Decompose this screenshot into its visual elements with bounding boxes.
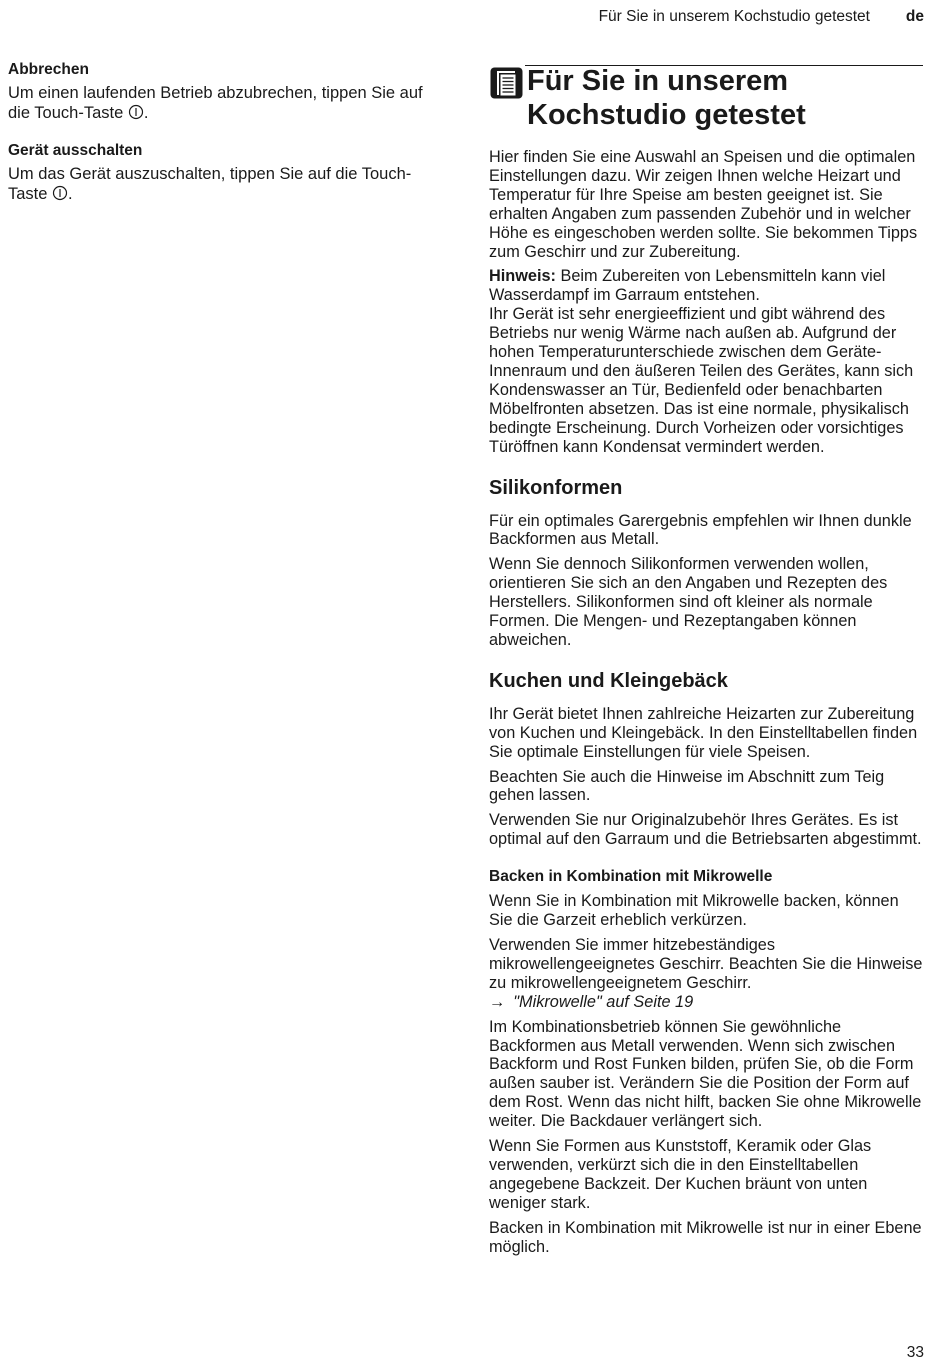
silikonformen-paragraph-2: Wenn Sie dennoch Silikonformen verwenden wollen, orientieren Sie sich an den Angaben und Rezepten des Herstellers. Silikonformen sind oft kleiner als normale Formen. Die Mengen- und Rezeptangaben können abweichen. xyxy=(489,555,888,649)
ausschalten-text: Um das Gerät auszuschalten, tippen Sie auf die Touch-Taste . xyxy=(8,165,412,203)
kuchen-paragraph-3: Verwenden Sie nur Originalzubehör Ihres Gerätes. Es ist optimal auf den Garraum und die Betriebsarten abgestimmt. xyxy=(489,811,922,849)
mikrowelle-paragraph-5: Backen in Kombination mit Mikrowelle ist nur in einer Ebene möglich. xyxy=(489,1218,922,1256)
intro-paragraph: Hier finden Sie eine Auswahl an Speisen und die optimalen Einstellungen dazu. Wir zeigen Ihnen welche Heizart und Temperatur für Ihre Speise am besten geeignet ist. Sie erhalten Angaben zum passenden Zubehör und in welcher Höhe es eingeschoben werden sollte. Sie bekommen Tipps zum Geschirr und zur Zubereitung. xyxy=(489,148,918,261)
kuchen-paragraph-1: Ihr Gerät bietet Ihnen zahlreiche Heizarten zur Zubereitung von Kuchen und Kleingebäck. In den Einstelltabellen finden Sie optimale Einstellungen für viele Speisen. xyxy=(489,704,918,761)
chapter-title-block xyxy=(489,64,925,136)
abbrechen-text: Um einen laufenden Betrieb abzubrechen, tippen Sie auf die Touch-Taste . xyxy=(8,84,423,122)
mikrowelle-paragraph-1: Wenn Sie in Kombination mit Mikrowelle backen, können Sie die Garzeit erheblich verkürzen. xyxy=(489,892,899,930)
kuchen-paragraph-2: Beachten Sie auch die Hinweise im Abschnitt zum Teig gehen lassen. xyxy=(489,767,885,805)
chapter-title: Für Sie in unserem Kochstudio getestet xyxy=(527,65,806,131)
mikrowelle-cross-reference-link[interactable]: → "Mikrowelle" auf Seite 19 xyxy=(489,992,694,1011)
kuchen-heading: Kuchen und Kleingebäck xyxy=(489,669,728,692)
page-number: 33 xyxy=(906,1344,924,1361)
mikrowelle-paragraph-3: Im Kombinationsbetrieb können Sie gewöhnliche Backformen aus Metall verwenden. Wenn sich zwischen Backform und Rost Funken bilden, prüfen Sie, ob die Form außen sauber ist. Verändern Sie die Position der Form auf dem Rost. Wenn das nicht hilft, backen Sie ohne Mikrowelle weiter. Die Backdauer verlängert sich. xyxy=(489,1017,922,1131)
page-header xyxy=(0,8,950,30)
language-tag: de xyxy=(905,8,924,25)
power-icon xyxy=(128,104,144,120)
silikonformen-paragraph-1: Für ein optimales Garergebnis empfehlen wir Ihnen dunkle Backformen aus Metall. xyxy=(489,511,912,549)
book-icon xyxy=(490,67,523,99)
left-column xyxy=(8,60,448,222)
power-icon xyxy=(52,185,68,201)
right-column xyxy=(489,64,925,1263)
mikrowelle-paragraph-2: Verwenden Sie immer hitzebeständiges mikrowellengeeignetes Geschirr. Beachten Sie die Hinweise zu mikrowellengeeignetem Geschirr. → "Mikrowelle" auf Seite 19 xyxy=(489,936,925,1012)
ausschalten-heading: Gerät ausschalten xyxy=(8,142,143,159)
mikrowelle-paragraph-4: Wenn Sie Formen aus Kunststoff, Keramik oder Glas verwenden, verkürzt sich die in den Einstelltabellen angegebene Backzeit. Der Kuchen bräunt von unten weniger stark. xyxy=(489,1137,872,1212)
silikonformen-heading: Silikonformen xyxy=(489,476,623,499)
running-header-title: Für Sie in unserem Kochstudio getestet xyxy=(598,8,870,25)
hinweis-paragraph: Hinweis: Beim Zubereiten von Lebensmitteln kann viel Wasserdampf im Garraum entstehen. xyxy=(489,267,886,305)
hinweis-paragraph-2: Ihr Gerät ist sehr energieeffizient und gibt während des Betriebs nur wenig Wärme nach außen ab. Aufgrund der hohen Temperaturunterschiede zwischen dem Geräte-Innenraum und den äußeren Teilen des Gerätes, kann sich Kondenswasser an Tür, Bedienfeld oder benachbarten Möbelfronten absetzen. Das ist eine normale, physikalisch bedingte Erscheinung. Durch Vorheizen oder vorsichtiges Türöffnen kann Kondensat vermindert werden. xyxy=(489,305,914,456)
arrow-right-icon: → xyxy=(489,992,506,1011)
abbrechen-heading: Abbrechen xyxy=(8,61,89,78)
mikrowelle-heading: Backen in Kombination mit Mikrowelle xyxy=(489,868,773,886)
